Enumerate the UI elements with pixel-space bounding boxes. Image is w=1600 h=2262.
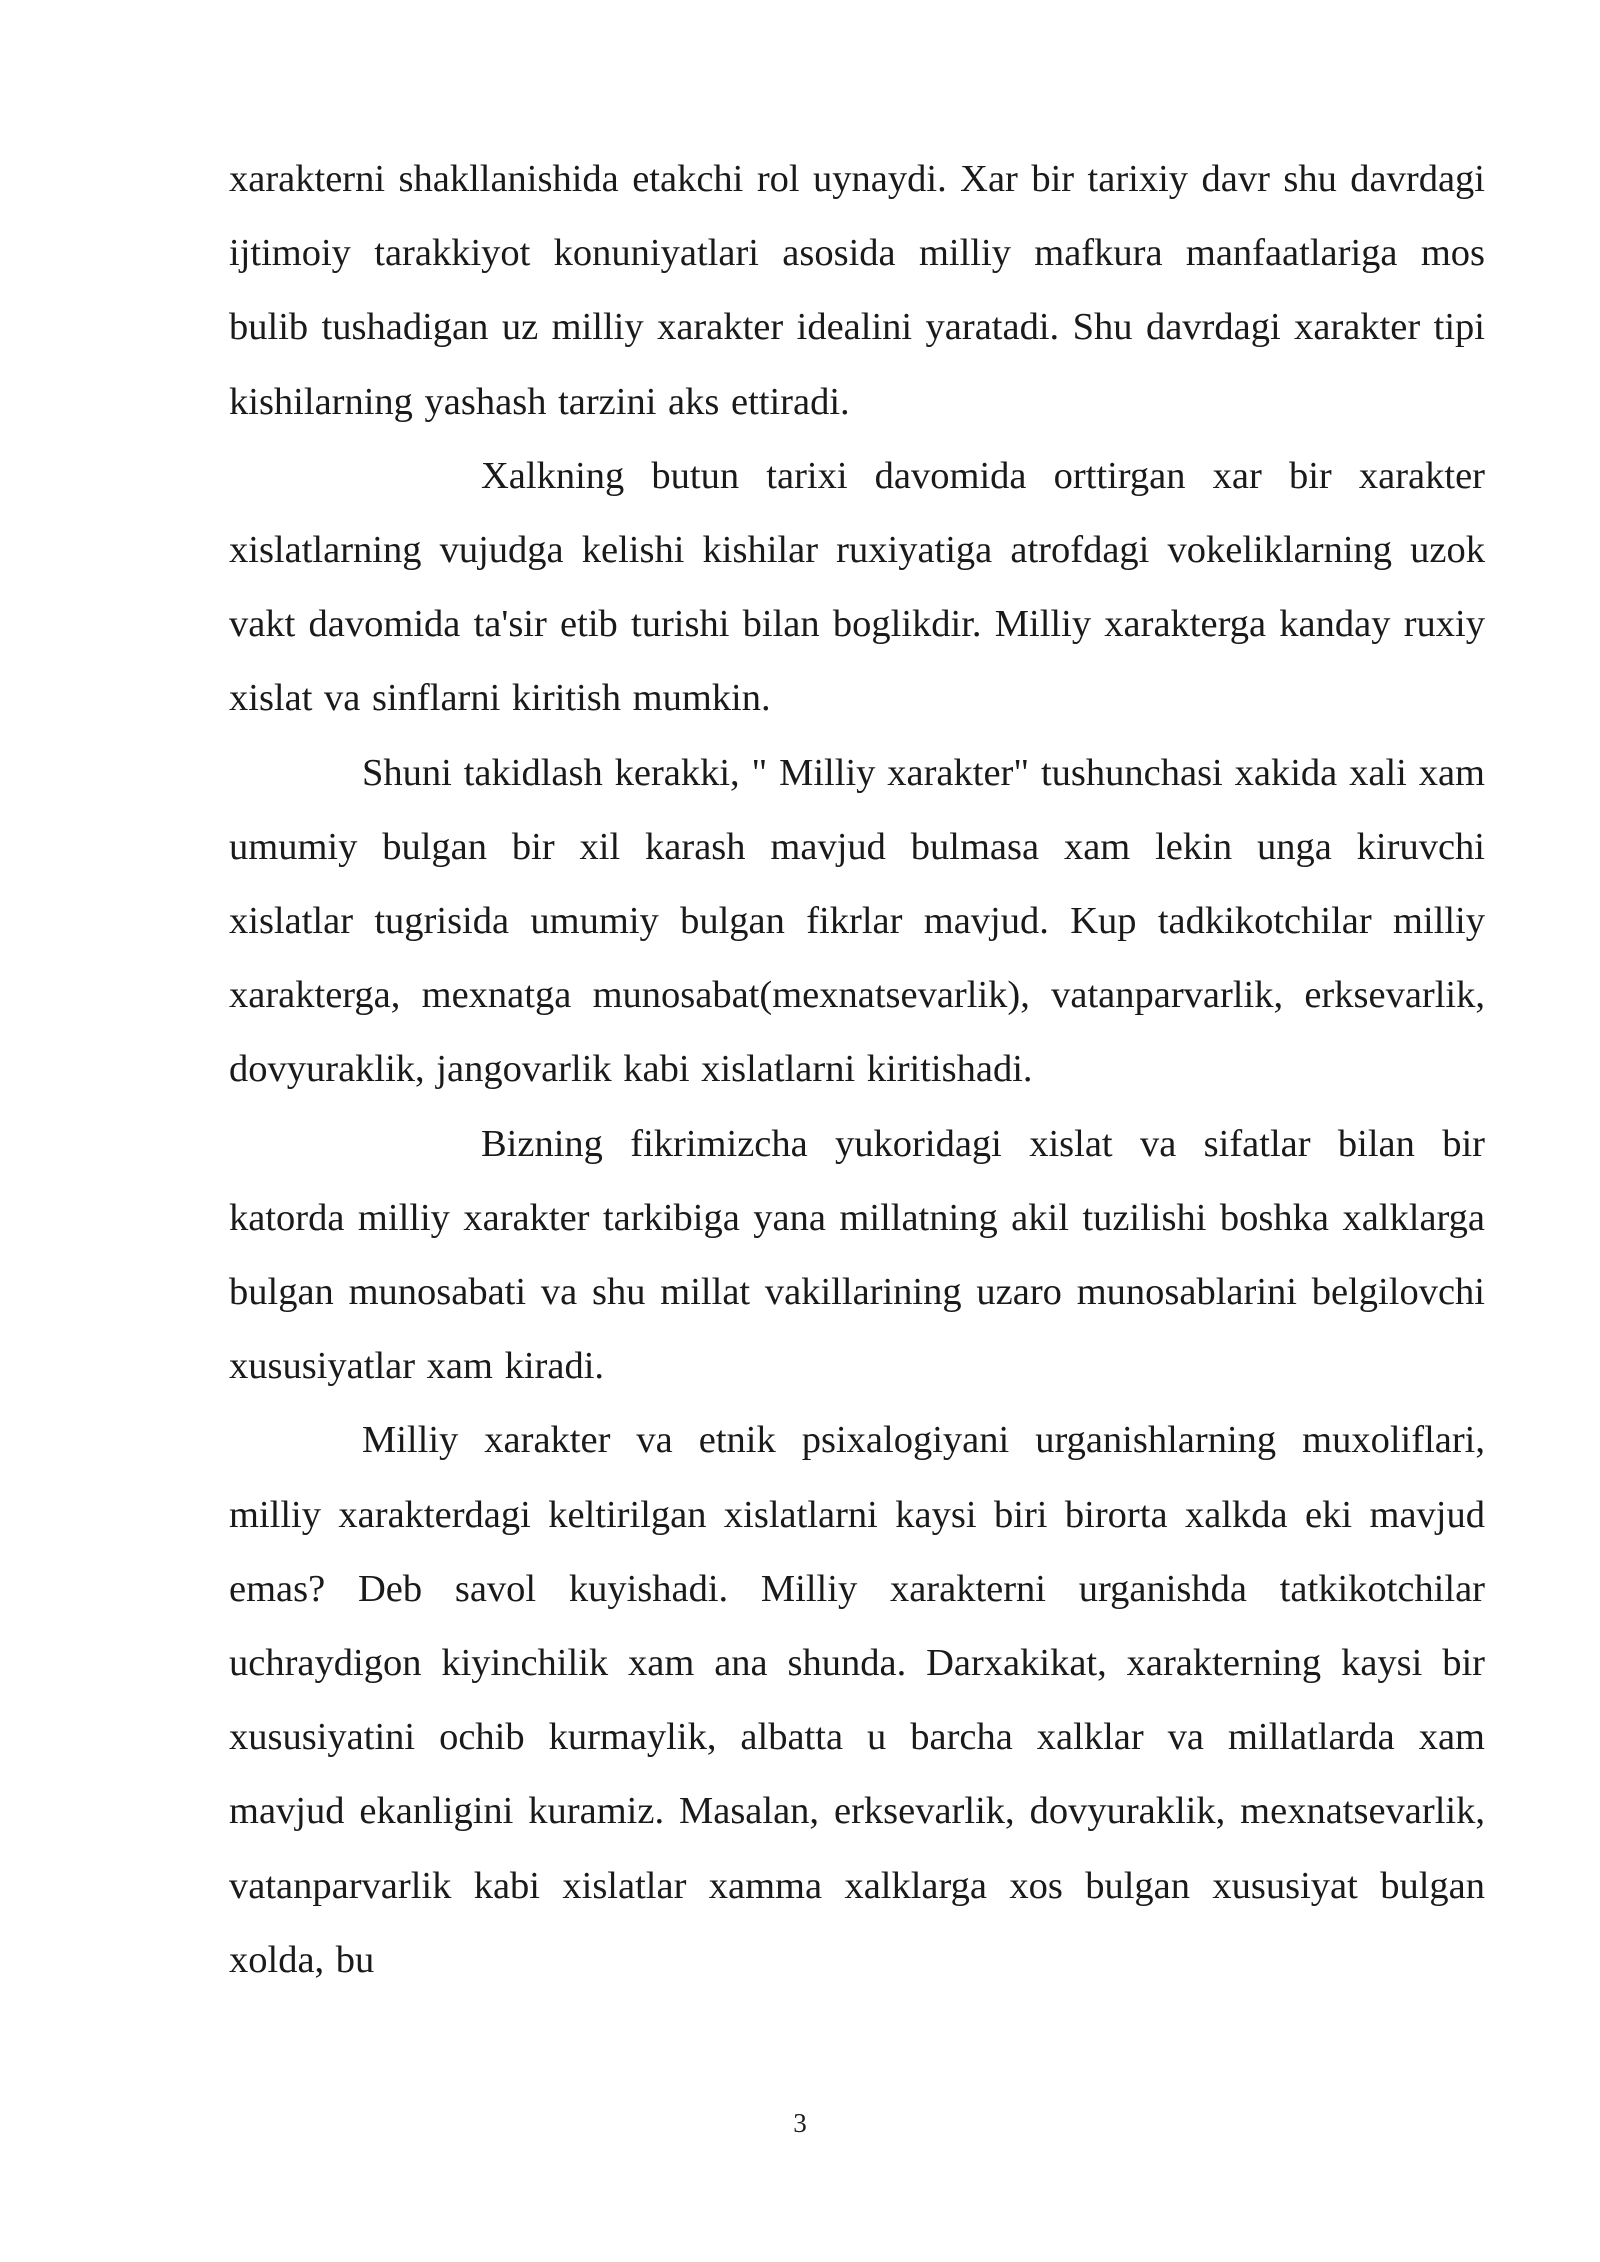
paragraph-5: Milliy xarakter va etnik psixalogiyani urganishlarning muxoliflari, milliy xarakterdagi keltirilgan xislatlarni kaysi biri birorta xalkda eki mavjud emas? Deb savol kuyishadi. Milliy xarakterni urganishda tatkikotchilar uchraydigon kiyinchilik xam ana shunda. Darxakikat, xarakterning kaysi bir xususiyatini ochib kurmaylik, albatta u barcha xalklar va millatlarda xam mavjud ekanligini kuramiz. Masalan, erksevarlik, dovyuraklik, mexnatsevarlik, vatanparvarlik kabi xislatlar xamma xalklarga xos bulgan xususiyat bulgan xolda, bu [229,1419,1485,1981]
paragraph-1: xarakterni shakllanishida etakchi rol uynaydi. Xar bir tarixiy davr shu davrdagi ijtimoiy tarakkiyot konuniyatlari asosida milliy mafkura manfaatlariga mos bulib tushadigan uz milliy xarakter idealini yaratadi. Shu davrdagi xarakter tipi kishilarning yashash tarzini aks ettiradi. [229,158,1485,423]
body-text [229,142,1485,1997]
paragraph-2: Xalkning butun tarixi davomida orttirgan xar bir xarakter xislatlarning vujudga kelishi kishilar ruxiyatiga atrofdagi vokeliklarning uzok vakt davomida ta'sir etib turishi bilan boglikdir. Milliy xarakterga kanday ruxiy xislat va sinflarni kiritish mumkin. [229,454,1485,720]
paragraph-3: Shuni takidlash kerakki, " Milliy xarakter" tushunchasi xakida xali xam umumiy bulgan bir xil karash mavjud bulmasa xam lekin unga kiruvchi xislatlar tugrisida umumiy bulgan fikrlar mavjud. Kup tadkikotchilar milliy xarakterga, mexnatga munosabat(mexnatsevarlik), vatanparvarlik, erksevarlik, dovyuraklik, jangovarlik kabi xislatlarni kiritishadi. [229,751,1485,1091]
page-number: 3 [793,2108,807,2138]
paragraph-4: Bizning fikrimizcha yukoridagi xislat va sifatlar bilan bir katorda milliy xarakter tarkibiga yana millatning akil tuzilishi boshka xalklarga bulgan munosabati va shu millat vakillarining uzaro munosablarini belgilovchi xususiyatlar xam kiradi. [229,1122,1485,1388]
